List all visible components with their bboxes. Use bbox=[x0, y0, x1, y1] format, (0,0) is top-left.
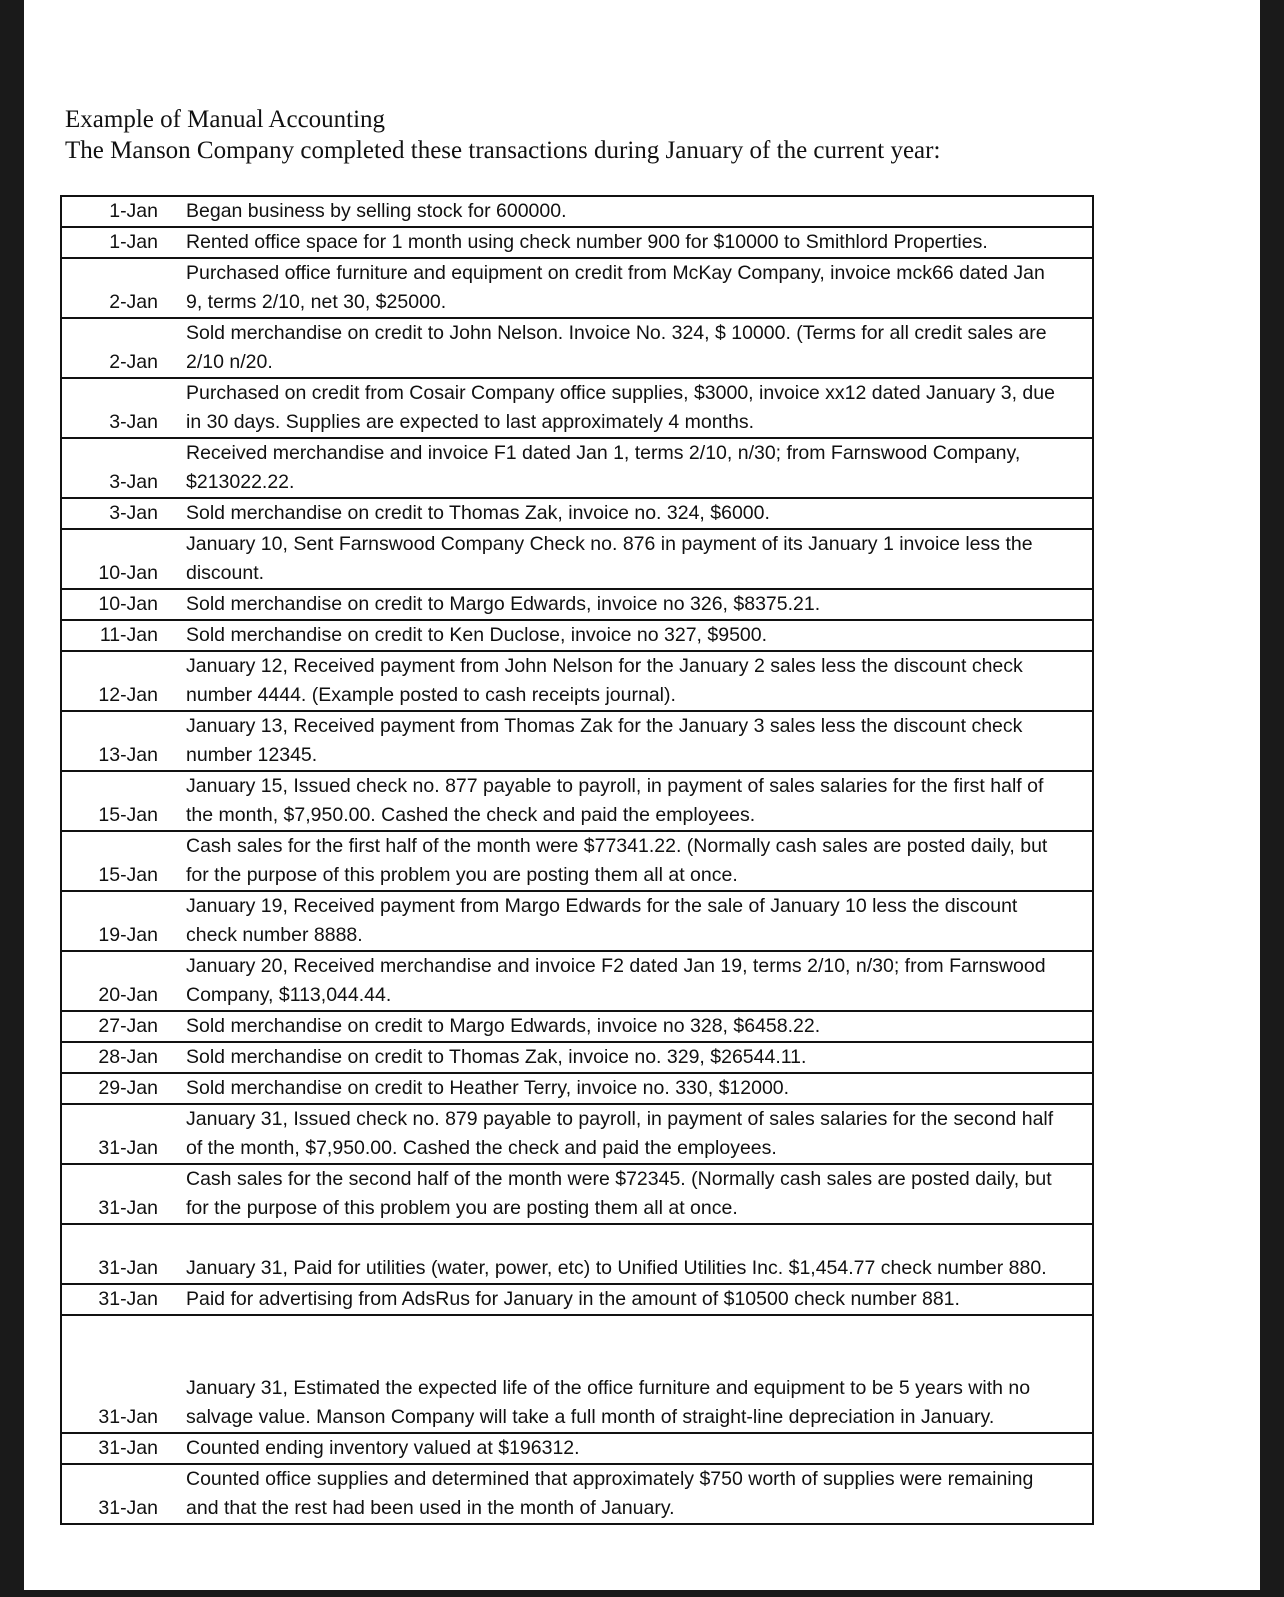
transaction-date: 31-Jan bbox=[98, 1497, 158, 1519]
transaction-date: 12-Jan bbox=[98, 684, 158, 706]
transaction-row bbox=[61, 227, 1093, 258]
transaction-description bbox=[172, 1104, 1093, 1164]
transaction-row bbox=[61, 498, 1093, 529]
transaction-row bbox=[61, 1224, 1093, 1284]
transaction-description bbox=[172, 771, 1093, 831]
transaction-description bbox=[172, 891, 1093, 951]
transaction-description-line: Rented office space for 1 month using check number 900 for $10000 to Smithlord Properties. bbox=[186, 231, 988, 253]
transaction-description-line: Counted office supplies and determined that approximately $750 worth of supplies were remaining bbox=[186, 1468, 1034, 1490]
transaction-description bbox=[172, 1011, 1093, 1042]
transaction-row bbox=[61, 196, 1093, 227]
transaction-description-line: January 20, Received merchandise and invoice F2 dated Jan 19, terms 2/10, n/30; from Farnswood bbox=[186, 955, 1046, 977]
transaction-description-line: salvage value. Manson Company will take a full month of straight-line depreciation in January. bbox=[186, 1406, 995, 1428]
transaction-description-line: Received merchandise and invoice F1 dated Jan 1, terms 2/10, n/30; from Farnswood Company, bbox=[186, 442, 1021, 464]
transaction-description-line: Paid for advertising from AdsRus for January in the amount of $10500 check number 881. bbox=[186, 1288, 960, 1310]
transaction-description-line: the month, $7,950.00. Cashed the check and paid the employees. bbox=[186, 804, 756, 826]
transaction-description bbox=[172, 711, 1093, 771]
transaction-date: 3-Jan bbox=[109, 471, 158, 493]
transaction-description-line: Sold merchandise on credit to Margo Edwards, invoice no 326, $8375.21. bbox=[186, 593, 821, 615]
transaction-description bbox=[172, 227, 1093, 258]
transaction-row bbox=[61, 318, 1093, 378]
transaction-date: 1-Jan bbox=[109, 231, 158, 253]
transaction-date: 3-Jan bbox=[109, 502, 158, 524]
transaction-description-line: and that the rest had been used in the month of January. bbox=[186, 1497, 675, 1519]
transaction-description-line: January 31, Issued check no. 879 payable to payroll, in payment of sales salaries for the second half bbox=[186, 1108, 1054, 1130]
transaction-row bbox=[61, 951, 1093, 1011]
transaction-row bbox=[61, 258, 1093, 318]
document-subtitle: The Manson Company completed these transactions during January of the current year: bbox=[65, 137, 941, 164]
transaction-row bbox=[61, 378, 1093, 438]
transaction-row bbox=[61, 831, 1093, 891]
transaction-row bbox=[61, 1284, 1093, 1315]
transaction-row bbox=[61, 1073, 1093, 1104]
transactions-table-body bbox=[61, 196, 1093, 1524]
transaction-date: 31-Jan bbox=[98, 1437, 158, 1459]
transaction-date: 15-Jan bbox=[98, 864, 158, 886]
transaction-description bbox=[172, 1073, 1093, 1104]
transaction-description-line: Sold merchandise on credit to Margo Edwards, invoice no 328, $6458.22. bbox=[186, 1015, 821, 1037]
transaction-date: 15-Jan bbox=[98, 804, 158, 826]
document-heading bbox=[65, 104, 940, 166]
transaction-description-line: Cash sales for the first half of the month were $77341.22. (Normally cash sales are posted daily, but bbox=[186, 835, 1048, 857]
transaction-row bbox=[61, 1104, 1093, 1164]
transaction-description-line: $213022.22. bbox=[186, 471, 295, 493]
transaction-description-line: Sold merchandise on credit to Ken Duclose, invoice no 327, $9500. bbox=[186, 624, 768, 646]
transaction-description-line: January 31, Estimated the expected life of the office furniture and equipment to be 5 years with no bbox=[186, 1377, 1031, 1399]
transaction-description bbox=[172, 1433, 1093, 1464]
transaction-description-line: Company, $113,044.44. bbox=[186, 984, 392, 1006]
transaction-description bbox=[172, 1042, 1093, 1073]
transactions-table bbox=[60, 195, 1094, 1525]
transaction-description bbox=[172, 529, 1093, 589]
transaction-description-line bbox=[186, 1225, 1090, 1254]
transaction-date: 13-Jan bbox=[98, 744, 158, 766]
transaction-description-line: Purchased on credit from Cosair Company office supplies, $3000, invoice xx12 dated January 3, due bbox=[186, 382, 1055, 404]
transaction-row bbox=[61, 651, 1093, 711]
transaction-description-line: Sold merchandise on credit to Thomas Zak, invoice no. 329, $26544.11. bbox=[186, 1046, 807, 1068]
transaction-description-line: for the purpose of this problem you are posting them all at once. bbox=[186, 1197, 738, 1219]
transaction-description-line: Counted ending inventory valued at $196312. bbox=[186, 1437, 580, 1459]
transaction-description bbox=[172, 1224, 1093, 1284]
transaction-date: 29-Jan bbox=[98, 1077, 158, 1099]
transaction-description-line: 9, terms 2/10, net 30, $25000. bbox=[186, 291, 447, 313]
transaction-description bbox=[172, 258, 1093, 318]
transaction-description bbox=[172, 651, 1093, 711]
transaction-row bbox=[61, 589, 1093, 620]
transaction-description bbox=[172, 438, 1093, 498]
transaction-date: 31-Jan bbox=[98, 1197, 158, 1219]
transaction-description bbox=[172, 831, 1093, 891]
transaction-row bbox=[61, 529, 1093, 589]
transaction-description-line: January 10, Sent Farnswood Company Check no. 876 in payment of its January 1 invoice less the bbox=[186, 533, 1033, 555]
transaction-description-line: 2/10 n/20. bbox=[186, 351, 273, 373]
document-page bbox=[24, 0, 1260, 1590]
transaction-date: 31-Jan bbox=[98, 1288, 158, 1310]
transaction-description bbox=[172, 196, 1093, 227]
transaction-row bbox=[61, 438, 1093, 498]
transaction-description-line: Sold merchandise on credit to Thomas Zak, invoice no. 324, $6000. bbox=[186, 502, 770, 524]
transaction-description-line: Cash sales for the second half of the month were $72345. (Normally cash sales are posted daily, but bbox=[186, 1168, 1052, 1190]
transaction-description bbox=[172, 1164, 1093, 1224]
transaction-date: 2-Jan bbox=[109, 351, 158, 373]
transaction-description bbox=[172, 318, 1093, 378]
transaction-row bbox=[61, 711, 1093, 771]
transaction-row bbox=[61, 1042, 1093, 1073]
transaction-row bbox=[61, 771, 1093, 831]
transaction-date: 10-Jan bbox=[98, 562, 158, 584]
transaction-description-line: Sold merchandise on credit to Heather Terry, invoice no. 330, $12000. bbox=[186, 1077, 790, 1099]
transaction-row bbox=[61, 1433, 1093, 1464]
transaction-description bbox=[172, 1464, 1093, 1524]
transaction-description-line: January 31, Paid for utilities (water, power, etc) to Unified Utilities Inc. $1,454.77 check number 880. bbox=[186, 1257, 1047, 1279]
document-title: Example of Manual Accounting bbox=[65, 106, 386, 133]
transaction-description-line: number 4444. (Example posted to cash receipts journal). bbox=[186, 684, 676, 706]
transaction-date: 31-Jan bbox=[98, 1137, 158, 1159]
transaction-date: 2-Jan bbox=[109, 291, 158, 313]
transaction-row bbox=[61, 1011, 1093, 1042]
transaction-date: 31-Jan bbox=[98, 1257, 158, 1279]
transaction-row bbox=[61, 1464, 1093, 1524]
transaction-row bbox=[61, 1315, 1093, 1433]
transaction-date: 31-Jan bbox=[98, 1406, 158, 1428]
transaction-date: 19-Jan bbox=[98, 924, 158, 946]
transaction-description-line: January 13, Received payment from Thomas Zak for the January 3 sales less the discount check bbox=[186, 715, 1023, 737]
transaction-date: 3-Jan bbox=[109, 411, 158, 433]
transaction-description bbox=[172, 498, 1093, 529]
transaction-description-line: January 12, Received payment from John Nelson for the January 2 sales less the discount check bbox=[186, 655, 1023, 677]
transaction-date: 10-Jan bbox=[98, 593, 158, 615]
transaction-description bbox=[172, 589, 1093, 620]
transaction-row bbox=[61, 891, 1093, 951]
transaction-description-line bbox=[186, 1345, 1090, 1374]
transaction-description-line: Sold merchandise on credit to John Nelson. Invoice No. 324, $ 10000. (Terms for all credit sales are bbox=[186, 322, 1047, 344]
transaction-description-line: in 30 days. Supplies are expected to last approximately 4 months. bbox=[186, 411, 754, 433]
transaction-description-line: Began business by selling stock for 600000. bbox=[186, 200, 567, 222]
transaction-row bbox=[61, 620, 1093, 651]
transaction-description bbox=[172, 951, 1093, 1011]
transaction-description-line: check number 8888. bbox=[186, 924, 363, 946]
transaction-description-line: of the month, $7,950.00. Cashed the check and paid the employees. bbox=[186, 1137, 777, 1159]
transaction-description-line: for the purpose of this problem you are posting them all at once. bbox=[186, 864, 738, 886]
transaction-date: 1-Jan bbox=[109, 200, 158, 222]
transaction-description bbox=[172, 620, 1093, 651]
transaction-date: 20-Jan bbox=[98, 984, 158, 1006]
transaction-description-line: discount. bbox=[186, 562, 265, 584]
transaction-description-line: number 12345. bbox=[186, 744, 318, 766]
transaction-description-line bbox=[186, 1316, 1090, 1345]
transaction-description bbox=[172, 378, 1093, 438]
transaction-description bbox=[172, 1284, 1093, 1315]
transaction-date: 11-Jan bbox=[99, 624, 158, 646]
transaction-description bbox=[172, 1315, 1093, 1433]
transaction-date: 28-Jan bbox=[98, 1046, 158, 1068]
transaction-description-line: January 19, Received payment from Margo Edwards for the sale of January 10 less the discount bbox=[186, 895, 1018, 917]
transaction-description-line: January 15, Issued check no. 877 payable to payroll, in payment of sales salaries for the first half of bbox=[186, 775, 1044, 797]
transaction-date: 27-Jan bbox=[98, 1015, 158, 1037]
transaction-description-line: Purchased office furniture and equipment on credit from McKay Company, invoice mck66 dated Jan bbox=[186, 262, 1045, 284]
transaction-row bbox=[61, 1164, 1093, 1224]
